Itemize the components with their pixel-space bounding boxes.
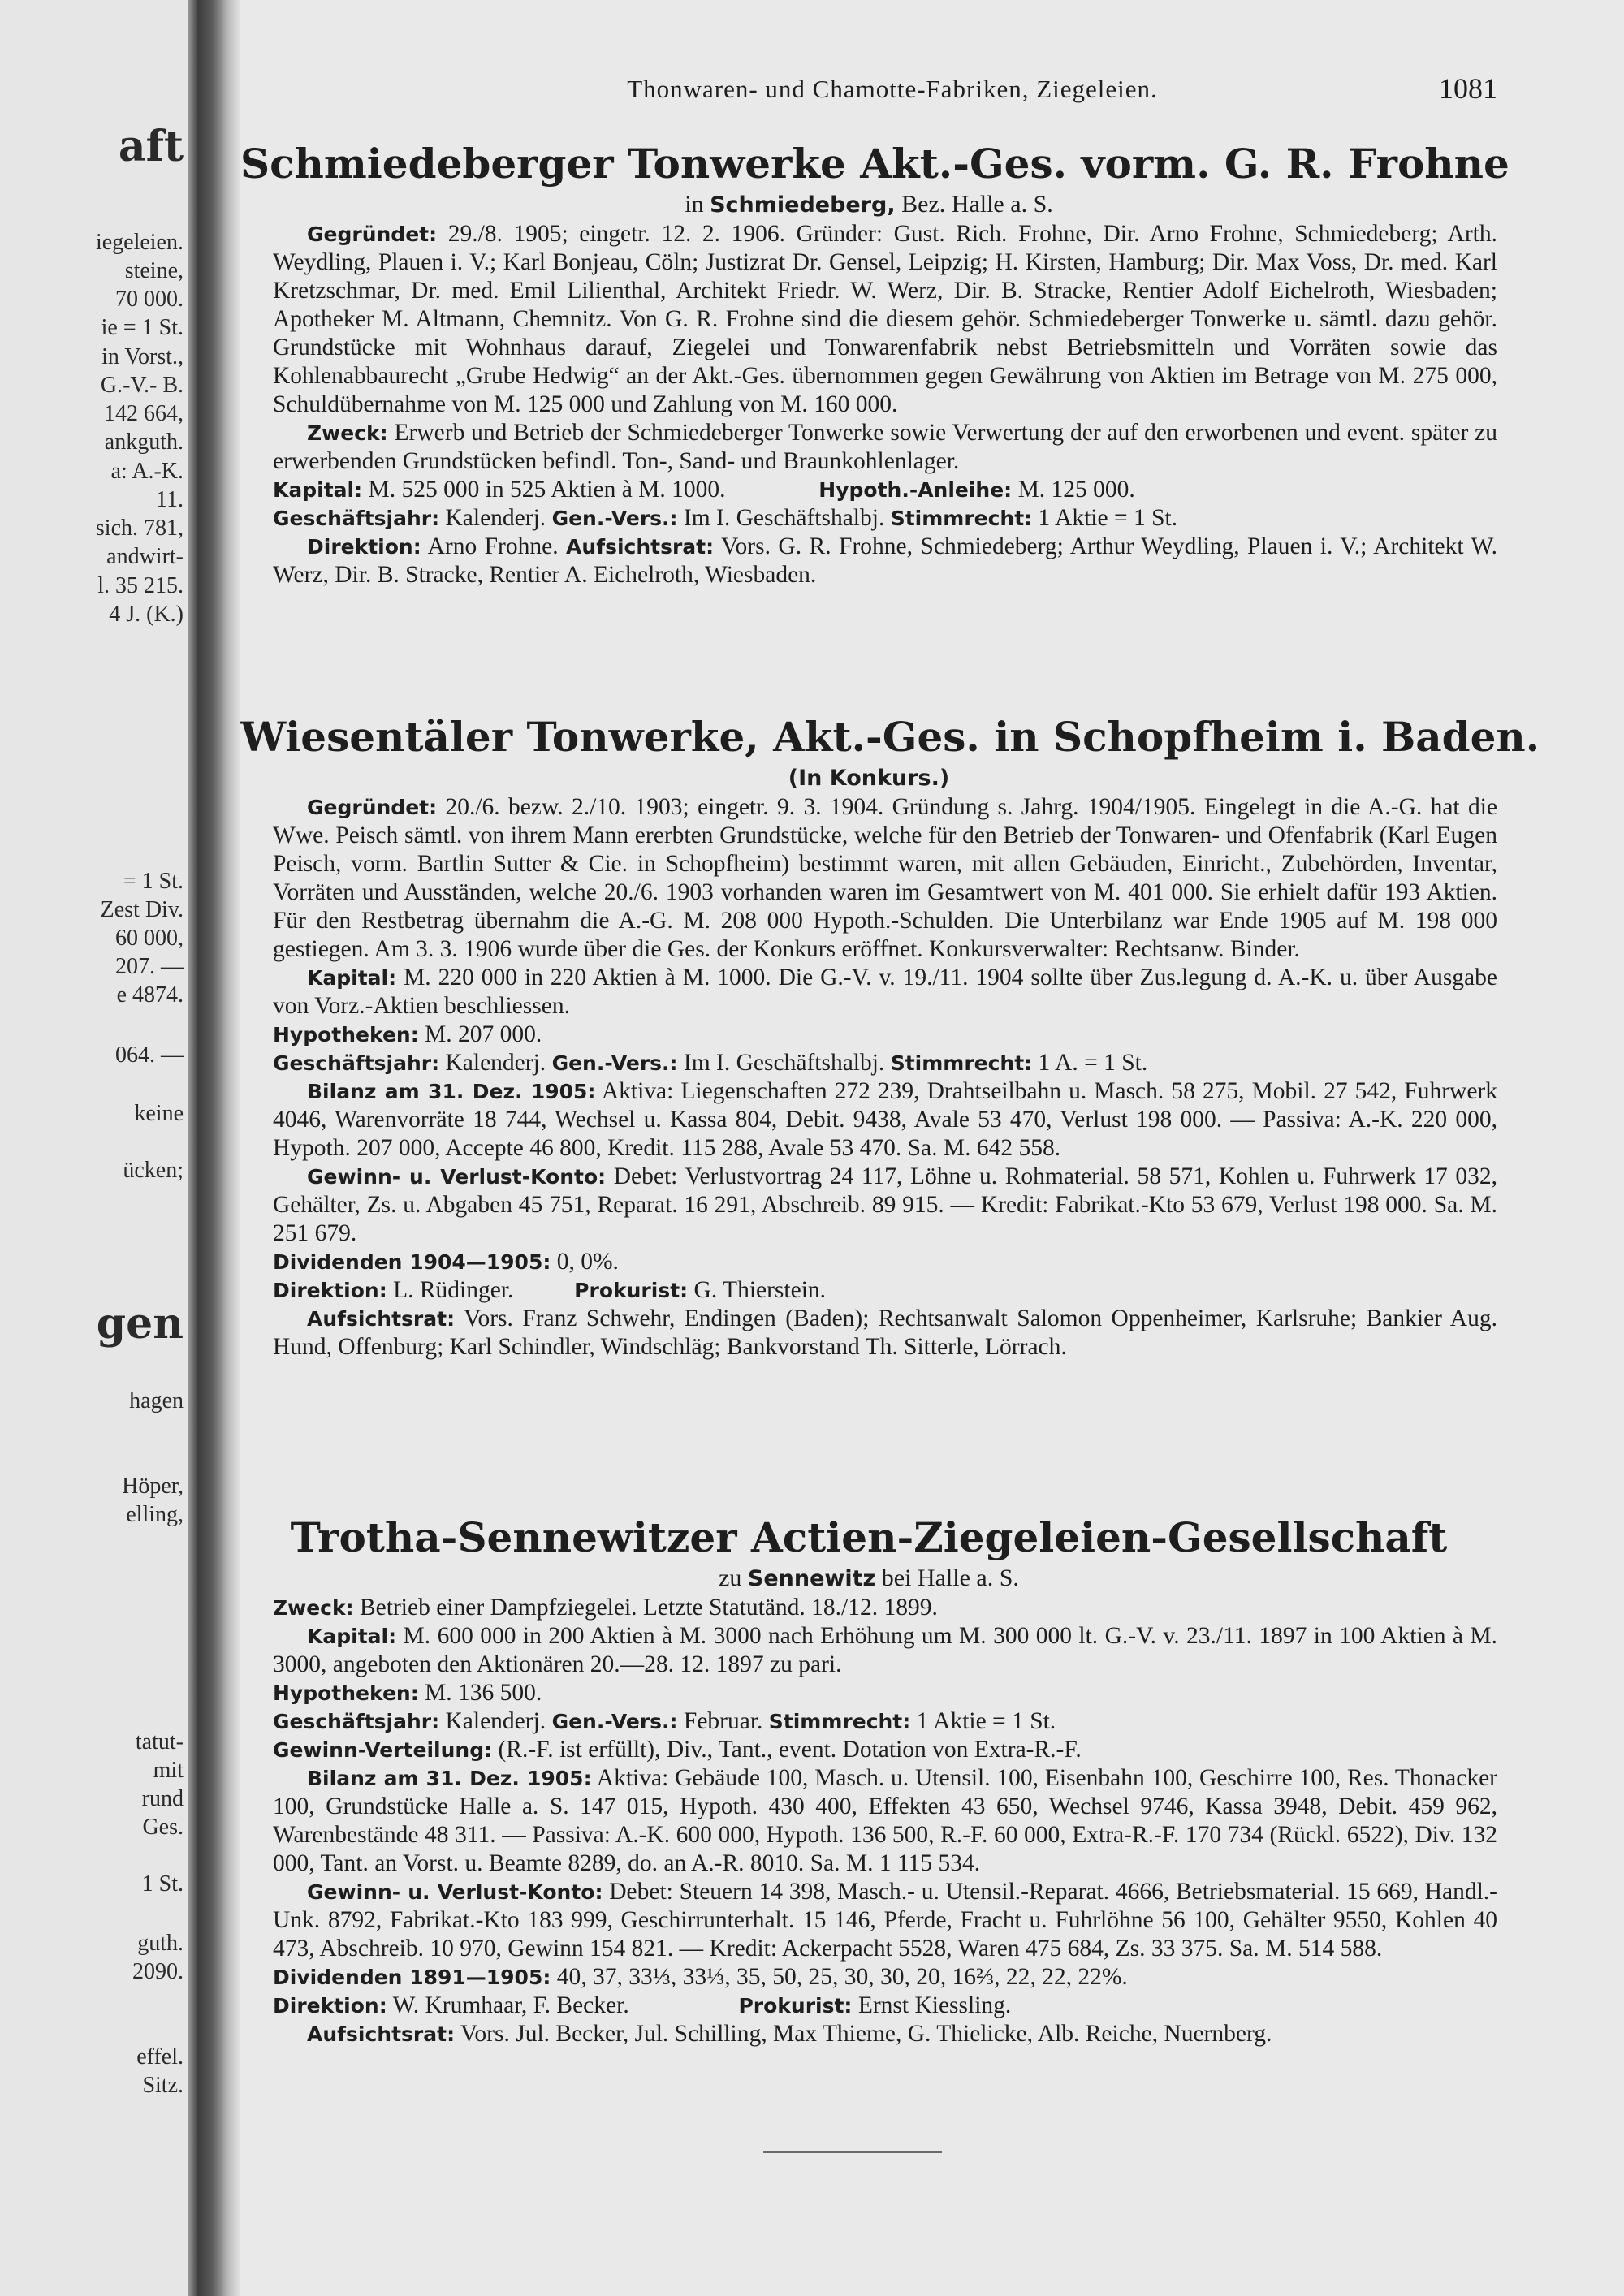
hypoth-anleihe-label: Hypoth.-Anleihe: — [818, 478, 1013, 502]
page-number: 1081 — [1439, 72, 1497, 105]
left-fragment: keine — [134, 1101, 184, 1126]
left-fragment: aft — [118, 122, 184, 171]
aufsichtsrat-paragraph — [240, 2020, 1497, 2048]
bilanz-label: Bilanz am 31. Dez. 1905: — [307, 1767, 592, 1790]
direktion-label: Direktion: — [307, 535, 421, 559]
gen-vers-text: Im I. Geschäftshalbj. — [683, 1050, 885, 1076]
gegruendet-label: Gegründet: — [307, 796, 438, 819]
location-suffix: bei Halle a. S. — [881, 1564, 1019, 1591]
left-fragment: 064. — — [115, 1042, 184, 1068]
entry-schmiedeberger — [240, 138, 1510, 589]
left-fragment: 60 000, — [115, 926, 184, 951]
guv-paragraph — [240, 1878, 1497, 1963]
left-fragment: Höper, — [122, 1474, 184, 1499]
gen-vers-label: Gen.-Vers.: — [551, 1710, 678, 1733]
left-fragment: iegeleien. — [95, 230, 184, 255]
left-fragment: 4 J. (K.) — [109, 602, 184, 627]
dividenden-label: Dividenden 1891—1905: — [273, 1966, 551, 1989]
left-fragment: 70 000. — [115, 287, 184, 312]
entry-title: Wiesentäler Tonwerke, Akt.-Ges. in Schopfheim i. Baden. — [240, 713, 1540, 761]
left-fragment: effel. — [136, 2044, 184, 2069]
left-fragment: guth. — [137, 1931, 184, 1956]
geschaeftsjahr-line — [240, 1049, 1497, 1077]
gegruendet-paragraph — [240, 220, 1497, 419]
geschaeftsjahr-text: Kalenderj. — [445, 1708, 546, 1734]
zweck-label: Zweck: — [307, 421, 388, 445]
aufsichtsrat-text: Vors. Franz Schwehr, Endingen (Baden); Rechtsanwalt Salomon Oppenheimer, Karlsruhe; Bankier Aug. Hund, Offenburg; Karl Schindler, Windschläg; Bankvorstand Th. Sitterle, Lörrach. — [273, 1306, 1497, 1360]
left-page-fragment — [0, 0, 188, 2296]
left-fragment: in Vorst., — [102, 344, 184, 369]
direktion-line — [240, 1992, 1497, 2020]
zweck-line — [240, 1594, 1497, 1622]
gegruendet-text: 29./8. 1905; eingetr. 12. 2. 1906. Gründer: Gust. Rich. Frohne, Dir. Arno Frohne, Schmiedeberg; Arth. Weydling, Plauen i. V.; Karl Bonjeau, Cöln; Justizrat Dr. Gensel, Leipzig; H. Kirsten, Hamburg; Dir. Max Voss, Dr. med. Karl Kretzschmar, Dr. med. Emil Lilienthal, Architekt Friedr. W. Werz, Dir. B. Stracke, Rentier Adolf Eichelroth, Wiesbaden; Apotheker M. Altmann, Chemnitz. Von G. R. Frohne sind die diesem gehör. Schmiedeberger Tonwerke u. sämtl. dazu gehör. Grundstücke mit Wohnhaus darauf, Ziegelei und Tonwarenfabrik nebst Betriebsmitteln und Vorräten sowie das Kohlenabbaurecht „Grube Hedwig“ an der Akt.-Ges. übernommen gegen Gewährung von Aktien im Betrage von M. 275 000, Schuldübernahme von M. 125 000 und Zahlung von M. 160 000. — [273, 221, 1497, 417]
geschaeftsjahr-label: Geschäftsjahr: — [273, 1051, 440, 1075]
left-fragment: mit — [153, 1758, 184, 1783]
left-fragment: ankguth. — [104, 429, 184, 455]
left-fragment: 2090. — [132, 1959, 184, 1984]
left-fragment: G.-V.- B. — [100, 373, 184, 398]
left-fragment: = 1 St. — [123, 869, 184, 894]
left-fragment: l. 35 215. — [97, 573, 184, 598]
hypoth-anleihe-text: M. 125 000. — [1017, 477, 1135, 503]
direktion-text: W. Krumhaar, F. Becker. — [392, 1992, 629, 2018]
direktion-label: Direktion: — [273, 1279, 387, 1302]
zweck-text: Erwerb und Betrieb der Schmiedeberger Tonwerke sowie Verwertung der auf den erworbenen und event. später zu erwerbenden Grundstücken befindl. Ton-, Sand- und Braunkohlenlager. — [273, 420, 1498, 474]
dividenden-line — [240, 1963, 1497, 1992]
dividenden-label: Dividenden 1904—1905: — [273, 1250, 551, 1274]
location-name: Schmiedeberg, — [710, 192, 896, 218]
geschaeftsjahr-text: Kalenderj. — [445, 505, 546, 531]
kapital-label: Kapital: — [273, 478, 363, 502]
gen-vers-text: Im I. Geschäftshalbj. — [683, 505, 885, 531]
geschaeftsjahr-text: Kalenderj. — [445, 1050, 546, 1076]
gegruendet-text: 20./6. bezw. 2./10. 1903; eingetr. 9. 3. 1904. Gründung s. Jahrg. 1904/1905. Eingelegt in die A.-G. hat die Wwe. Peisch sämtl. von ihrem Mann ererbten Grundstücke, welche für den Betrieb der Tonwaren- und Ofenfabrik (Karl Eugen Peisch, vorm. Bartlin Sutter & Cie. in Schopfheim) bestimmt waren, mit allen Gebäuden, Einricht., Zubehörden, Inventar, Vorräten und Ausständen, welche 20./6. 1903 vorhanden waren im Gesamtwert von M. 401 000. Sie erhielt dafür 193 Aktien. Für den Restbetrag übernahm die A.-G. M. 208 000 Hypoth.-Schulden. Die Unterbilanz war Ende 1905 auf M. 198 000 gestiegen. Am 3. 3. 1906 wurde über die Ges. der Konkurs eröffnet. Konkursverwalter: Rechtsanw. Binder. — [273, 794, 1497, 962]
gen-vers-label: Gen.-Vers.: — [551, 507, 678, 530]
left-fragment: andwirt- — [106, 544, 184, 569]
guv-paragraph — [240, 1163, 1497, 1248]
left-fragment: Sitz. — [142, 2073, 184, 2098]
hypotheken-text: M. 207 000. — [425, 1021, 542, 1047]
guv-text: Debet: Steuern 14 398, Masch.- u. Utensil.-Reparat. 4666, Betriebsmaterial. 15 669, Handl.-Unk. 8792, Fabrikat.-Kto 183 999, Geschirrunterhalt. 15 146, Pferde, Fracht u. Fuhrlöhne 56 100, Gehälter 9550, Kohlen 40 473, Abschreib. 10 970, Gewinn 154 821. — Kredit: Ackerpacht 5528, Waren 475 684, Zs. 33 375. Sa. M. 514 588. — [273, 1879, 1498, 1962]
hypotheken-text: M. 136 500. — [425, 1680, 542, 1706]
left-fragment: rund — [141, 1786, 184, 1811]
kapital-text: M. 220 000 in 220 Aktien à M. 1000. Die G.-V. v. 19./11. 1904 sollte über Zus.legung d. A.-K. u. über Ausgabe von Vorz.-Aktien beschliessen. — [273, 965, 1497, 1019]
direktion-text: L. Rüdinger. — [393, 1277, 514, 1303]
entry-location — [240, 190, 1497, 220]
left-fragment: gen — [96, 1299, 184, 1349]
bilanz-label: Bilanz am 31. Dez. 1905: — [307, 1080, 596, 1103]
kapital-paragraph — [240, 964, 1497, 1021]
zweck-label: Zweck: — [273, 1596, 354, 1620]
guv-text: Debet: Verlustvortrag 24 117, Löhne u. Rohmaterial. 58 571, Kohlen u. Fuhrwerk 17 032, Gehälter, Zs. u. Abgaben 45 751, Reparat. 16 291, Abschreib. 89 915. — Kredit: Fabrikat.-Kto 53 679, Verlust 198 000. Sa. M. 251 679. — [273, 1163, 1498, 1246]
location-name: Sennewitz — [747, 1566, 876, 1591]
left-fragment: tatut- — [135, 1729, 184, 1754]
hypotheken-line — [240, 1021, 1497, 1049]
geschaeftsjahr-line — [240, 504, 1497, 533]
running-header — [287, 72, 1497, 107]
gen-vers-text: Februar. — [683, 1708, 763, 1734]
kapital-line — [240, 476, 1497, 504]
hypotheken-label: Hypotheken: — [273, 1023, 419, 1047]
gewinn-verteilung-line — [240, 1736, 1497, 1764]
aufsichtsrat-text: Vors. Jul. Becker, Jul. Schilling, Max Thieme, G. Thielicke, Alb. Reiche, Nuernberg. — [460, 2021, 1272, 2047]
prokurist-text: G. Thierstein. — [693, 1277, 827, 1303]
stimmrecht-label: Stimmrecht: — [890, 1051, 1033, 1075]
geschaeftsjahr-label: Geschäftsjahr: — [273, 1710, 440, 1733]
entry-location — [240, 1564, 1497, 1594]
direktion-label: Direktion: — [273, 1994, 387, 2018]
zweck-text: Betrieb einer Dampfziegelei. Letzte Statutänd. 18./12. 1899. — [360, 1595, 938, 1621]
dividenden-text: 40, 37, 33⅓, 33⅓, 35, 50, 25, 30, 30, 20, 16⅔, 22, 22, 22%. — [556, 1964, 1128, 1990]
stimmrecht-text: 1 Aktie = 1 St. — [1038, 505, 1178, 531]
zweck-paragraph — [240, 419, 1497, 476]
left-fragment: Zest Div. — [100, 897, 184, 922]
aufsichtsrat-label: Aufsichtsrat: — [307, 2022, 456, 2046]
bilanz-paragraph — [240, 1764, 1497, 1878]
aufsichtsrat-label: Aufsichtsrat: — [566, 535, 715, 559]
aufsichtsrat-paragraph — [240, 1305, 1497, 1362]
end-rule — [763, 2151, 942, 2153]
left-fragment: sich. 781, — [95, 516, 184, 541]
direktion-text: Arno Frohne. — [427, 533, 559, 559]
left-fragment: 1 St. — [141, 1871, 184, 1897]
gewinn-verteilung-label: Gewinn-Verteilung: — [273, 1738, 493, 1762]
stimmrecht-label: Stimmrecht: — [890, 507, 1033, 530]
running-title: Thonwaren- und Chamotte-Fabriken, Ziegeleien. — [627, 75, 1158, 103]
entry-trotha-sennewitzer — [240, 1512, 1497, 2048]
hypotheken-line — [240, 1679, 1497, 1707]
dividenden-line — [240, 1248, 1497, 1276]
aufsichtsrat-text: Vors. G. R. Frohne, Schmiedeberg; Arthur Weydling, Plauen i. V.; Architekt W. Werz, Dir. B. Stracke, Rentier A. Eichelroth, Wiesbaden. — [273, 533, 1498, 588]
left-fragment: ie = 1 St. — [101, 315, 184, 340]
stimmrecht-text: 1 Aktie = 1 St. — [916, 1708, 1056, 1734]
hypotheken-label: Hypotheken: — [273, 1681, 419, 1705]
gen-vers-label: Gen.-Vers.: — [551, 1051, 678, 1075]
kapital-label: Kapital: — [307, 1625, 397, 1648]
location-prefix: in — [685, 191, 704, 218]
gutter-shadow — [227, 0, 240, 2296]
left-fragment: Ges. — [142, 1815, 184, 1840]
guv-label: Gewinn- u. Verlust-Konto: — [307, 1880, 603, 1904]
kapital-text: M. 525 000 in 525 Aktien à M. 1000. — [368, 477, 726, 503]
entry-title: Trotha-Sennewitzer Actien-Ziegeleien-Gesellschaft — [290, 1513, 1448, 1561]
direktion-line — [240, 1276, 1497, 1305]
gegruendet-paragraph — [240, 793, 1497, 964]
geschaeftsjahr-line — [240, 1707, 1497, 1736]
entry-wiesentaeler — [240, 711, 1540, 1362]
aufsichtsrat-label: Aufsichtsrat: — [307, 1307, 456, 1331]
bilanz-text: Aktiva: Gebäude 100, Masch. u. Utensil. 100, Eisenbahn 100, Geschirre 100, Res. Thonacker 100, Grundstücke Halle a. S. 147 015, Hypoth. 430 400, Effekten 43 650, Wechsel 9746, Kassa 3948, Debit. 459 962, Warenbestände 48 311. — Passiva: A.-K. 600 000, Hypoth. 136 500, R.-F. 60 000, Extra-R.-F. 170 734 (Rückl. 6522), Div. 132 000, Tant. an Vorst. u. Beamte 8289, do. an A.-R. 8010. Sa. M. 1 115 534. — [273, 1765, 1497, 1876]
konkurs-status: (In Konkurs.) — [788, 766, 950, 791]
gewinn-verteilung-text: (R.-F. ist erfüllt), Div., Tant., event. Dotation von Extra-R.-F. — [498, 1737, 1082, 1763]
left-fragment: 11. — [156, 487, 184, 512]
location-suffix: Bez. Halle a. S. — [901, 191, 1053, 218]
dividenden-text: 0, 0%. — [556, 1249, 619, 1275]
bilanz-text: Aktiva: Liegenschaften 272 239, Drahtseilbahn u. Masch. 58 275, Mobil. 27 542, Fuhrwerk 4046, Warenvorräte 18 744, Wechsel u. Kassa 804, Debit. 9438, Avale 53 470, Verlust 198 000. — Passiva: A.-K. 220 000, Hypoth. 207 000, Accepte 46 800, Kredit. 115 288, Avale 53 470. Sa. M. 642 558. — [273, 1078, 1497, 1161]
left-fragment: a: A.-K. — [110, 459, 184, 484]
left-fragment: steine, — [124, 258, 184, 283]
kapital-label: Kapital: — [307, 966, 397, 990]
left-fragment: ücken; — [123, 1158, 184, 1183]
stimmrecht-label: Stimmrecht: — [768, 1710, 911, 1733]
stimmrecht-text: 1 A. = 1 St. — [1038, 1050, 1148, 1076]
left-fragment: 142 664, — [104, 401, 184, 426]
bilanz-paragraph — [240, 1077, 1497, 1163]
prokurist-label: Prokurist: — [738, 1994, 853, 2018]
location-prefix: zu — [719, 1564, 742, 1591]
left-fragment: 207. — — [115, 954, 184, 979]
left-fragment: e 4874. — [116, 982, 184, 1008]
gegruendet-label: Gegründet: — [307, 222, 438, 246]
entry-title: Schmiedeberger Tonwerke Akt.-Ges. vorm. G. R. Frohne — [240, 140, 1510, 188]
entry-status — [240, 763, 1497, 793]
book-gutter — [188, 0, 227, 2296]
kapital-text: M. 600 000 in 200 Aktien à M. 3000 nach Erhöhung um M. 300 000 lt. G.-V. v. 23./11. 1897 in 100 Aktien à M. 3000, angeboten den Aktionären 20.—28. 12. 1897 zu pari. — [273, 1623, 1498, 1677]
direktion-paragraph — [240, 533, 1497, 589]
prokurist-label: Prokurist: — [574, 1279, 689, 1302]
kapital-paragraph — [240, 1622, 1497, 1679]
prokurist-text: Ernst Kiessling. — [857, 1992, 1012, 2018]
geschaeftsjahr-label: Geschäftsjahr: — [273, 507, 440, 530]
left-fragment: hagen — [129, 1388, 184, 1413]
guv-label: Gewinn- u. Verlust-Konto: — [307, 1165, 607, 1189]
left-fragment: elling, — [126, 1502, 184, 1527]
